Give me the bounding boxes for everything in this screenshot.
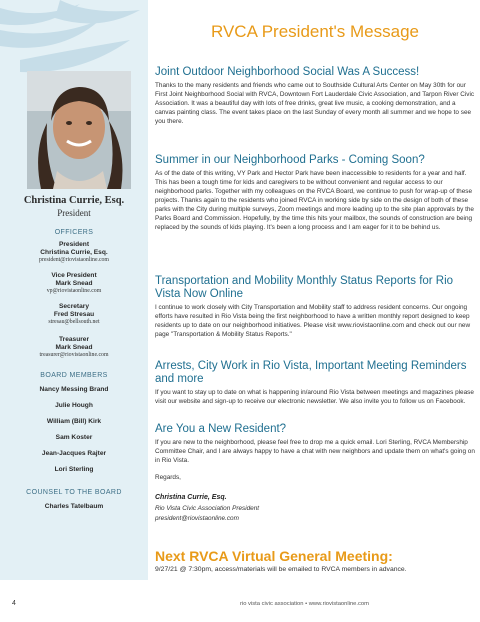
president-photo — [27, 71, 131, 189]
section-arrests-city-work — [155, 360, 475, 407]
officer-name: Fred Stresau — [53, 311, 95, 319]
signature-title: Rio Vista Civic Association President — [155, 505, 260, 512]
counsel-heading: COUNSEL TO THE BOARD — [26, 489, 122, 496]
section-heading: Transportation and Mobility Monthly Status Reports for Rio Vista Now Online — [155, 275, 454, 301]
officer-secretary — [0, 303, 148, 327]
section-body: I continue to work closely with City Transportation and Mobility staff to address resident concerns. Our ongoing efforts have resulted in Rio Vista being the first neighborhood to have a written monthly report designed to keep residents up to date on our neighborhood initiatives. Please visit www.riovistaonline.com and check out our new page "Transportation & Mobility Status Reports." — [155, 304, 471, 339]
counsel-name: Charles Tatelbaum — [44, 503, 104, 510]
footer-text: rio vista civic association • www.riovistaonline.com — [240, 601, 369, 607]
officer-email[interactable]: treasurer@riovistaonline.com — [39, 352, 109, 359]
officer-name: Christina Currie, Esq. — [40, 249, 108, 257]
signature-email[interactable]: president@riovistaonline.com — [155, 515, 239, 522]
board-member: Sam Koster — [55, 434, 93, 441]
section-body: If you are new to the neighborhood, please feel free to drop me a quick email. Lori Sterling, RVCA Membership Committee Chair, and I are always happy to have a chat with new neighbors and update them on what's going on in Rio Vista. — [155, 439, 475, 465]
section-transportation — [155, 275, 475, 340]
section-heading: Arrests, City Work in Rio Vista, Important Meeting Reminders and more — [155, 360, 467, 386]
officer-president — [0, 241, 148, 265]
officer-vice-president — [0, 272, 148, 296]
officers-heading: OFFICERS — [54, 229, 94, 236]
officer-role: Treasurer — [58, 336, 90, 343]
section-body: If you want to stay up to date on what is happening in/around Rio Vista between meetings and magazines please visit our website and sign-up to receive our electronic newsletter. We also invite you to follow us on Facebook. — [155, 389, 474, 406]
signature-name: Christina Currie, Esq. — [155, 494, 227, 501]
meeting-details: 9/27/21 @ 7:30pm, access/materials will be emailed to RVCA members in advance. — [155, 566, 407, 573]
section-body: Thanks to the many residents and friends who came out to Southside Cultural Arts Center on May 30th for our First Joint Neighborhood Social with RVCA, Downtown Fort Lauderdale Civic Association, and Tarpon River Civic Association. It was a beautiful day with lots of free drinks, great live music, a cooking demonstration, and a canvas painting class. The event takes place on the last Sunday of every month all summer and we hope to see you there. — [155, 82, 475, 126]
officer-email[interactable]: president@riovistaonline.com — [39, 257, 109, 264]
section-parks — [155, 154, 475, 233]
section-heading: Summer in our Neighborhood Parks - Coming Soon? — [155, 154, 425, 166]
sidebar — [0, 0, 148, 580]
officer-name: Mark Snead — [55, 344, 93, 352]
board-member: Julie Hough — [55, 402, 93, 409]
officer-email[interactable]: vp@riovistaonline.com — [46, 288, 102, 295]
president-name: Christina Currie, Esq. — [23, 195, 125, 206]
officer-role: President — [58, 241, 90, 248]
officer-role: Vice President — [51, 272, 97, 279]
meeting-heading: Next RVCA Virtual General Meeting: — [155, 548, 393, 564]
board-member: William (Bill) Kirk — [46, 418, 102, 425]
page-title: RVCA President's Message — [211, 22, 419, 41]
section-body: As of the date of this writing, VY Park and Hector Park have been inaccessible to residents for a year and half. This has been a tough time for kids and caregivers to be without convenient and regular access to our neighborhood parks. Together with my colleagues on the RVCA Board, we continue to push for wrap-up of these projects. Thanks again to the residents who joined RVCA in working side by side on the design of both of these parks with the City during multiple surveys, Zoom meetings and more leading up to the site plan approvals by the Parks Board and Commission. Hopefully, by the time this hits your mailbox, the sounds of construction are being replaced by the sounds of kids playing. It's been a long process and I am eager for it to be behind us. — [155, 170, 474, 232]
board-member: Lori Sterling — [54, 466, 94, 473]
section-new-resident — [155, 423, 475, 466]
section-neighborhood-social — [155, 66, 475, 127]
officer-name: Mark Snead — [55, 280, 93, 288]
regards-text: Regards, — [155, 474, 181, 481]
officer-email[interactable]: stresau@bellsouth.net — [48, 319, 100, 326]
officer-treasurer — [0, 336, 148, 360]
board-member: Jean-Jacques Rajter — [41, 450, 107, 457]
palm-frond-decoration — [0, 0, 148, 78]
president-title: President — [57, 208, 91, 218]
section-heading: Joint Outdoor Neighborhood Social Was A Success! — [155, 66, 420, 78]
section-heading: Are You a New Resident? — [155, 423, 287, 435]
officer-role: Secretary — [58, 303, 90, 310]
board-heading: BOARD MEMBERS — [40, 372, 108, 379]
page-number: 4 — [12, 600, 16, 607]
board-member: Nancy Messing Brand — [39, 386, 109, 393]
